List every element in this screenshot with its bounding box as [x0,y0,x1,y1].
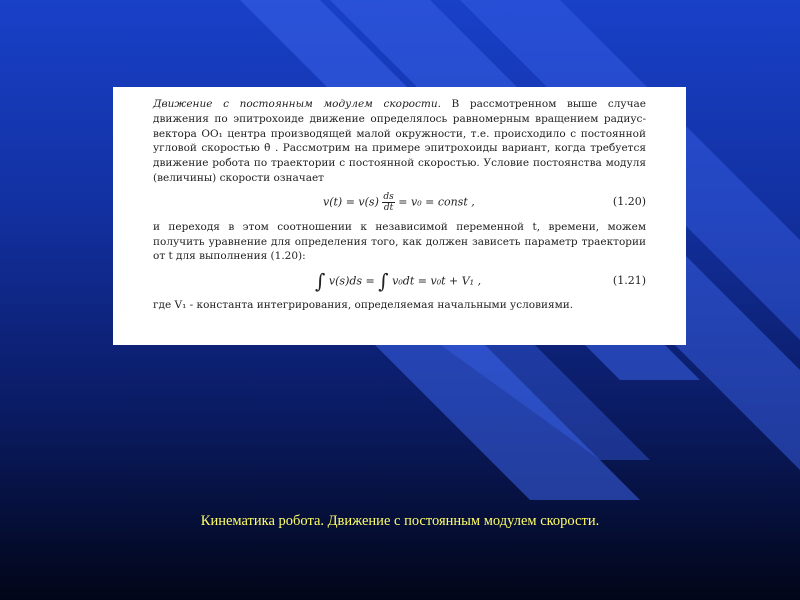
paragraph-3: где V₁ - константа интегрирования, определяемая начальными условиями. [153,299,574,312]
equation-1-20-fraction [382,192,394,213]
section-heading: Движение с постоянным модулем скорости. [153,98,441,110]
equation-1-21-expression [315,268,482,293]
equation-1-21-number: (1.21) [612,273,646,287]
paragraph-2: и переходя в этом соотношении к независимой переменной t, времени, можем получить уравнение для определения того, как должен зависеть параметр траектории от t для выполнения (1.20): [153,220,646,263]
page-number [700,558,740,578]
equation-1-21 [153,266,646,296]
equation-1-21-left: v(s)ds = [325,273,379,287]
equation-1-20 [153,188,646,218]
equation-1-20-right: = v₀ = const , [398,195,475,209]
slide-caption: Кинематика робота. Движение с постоянным модулем скорости. [200,513,600,529]
paragraph-1-text: В рассмотренном выше случае движения по эпитрохоиде движение определялось равномерным вращением радиус-вектора OO₁ центра производящей малой окружности, т.е. происходило с постоянной угловой скоростью θ̇ . Рассмотрим на примере эпитрохоиды вариант, когда требуется движение робота по траектории с постоянной скоростью. Условие постоянства модуля (величины) скорости означает [153,98,646,184]
equation-1-20-expression [323,192,475,213]
paragraph-1 [153,97,646,186]
fraction-denominator: dt [383,203,394,214]
fraction-numerator: ds [383,192,394,203]
equation-1-21-right: v₀dt = v₀t + V₁ , [388,273,482,287]
equation-1-20-number: (1.20) [612,195,646,209]
document-image [113,87,686,345]
equation-1-20-left: v(t) = v(s) [323,195,379,209]
integral-sign-icon: ∫ [315,268,326,293]
integral-sign-icon: ∫ [378,268,389,293]
